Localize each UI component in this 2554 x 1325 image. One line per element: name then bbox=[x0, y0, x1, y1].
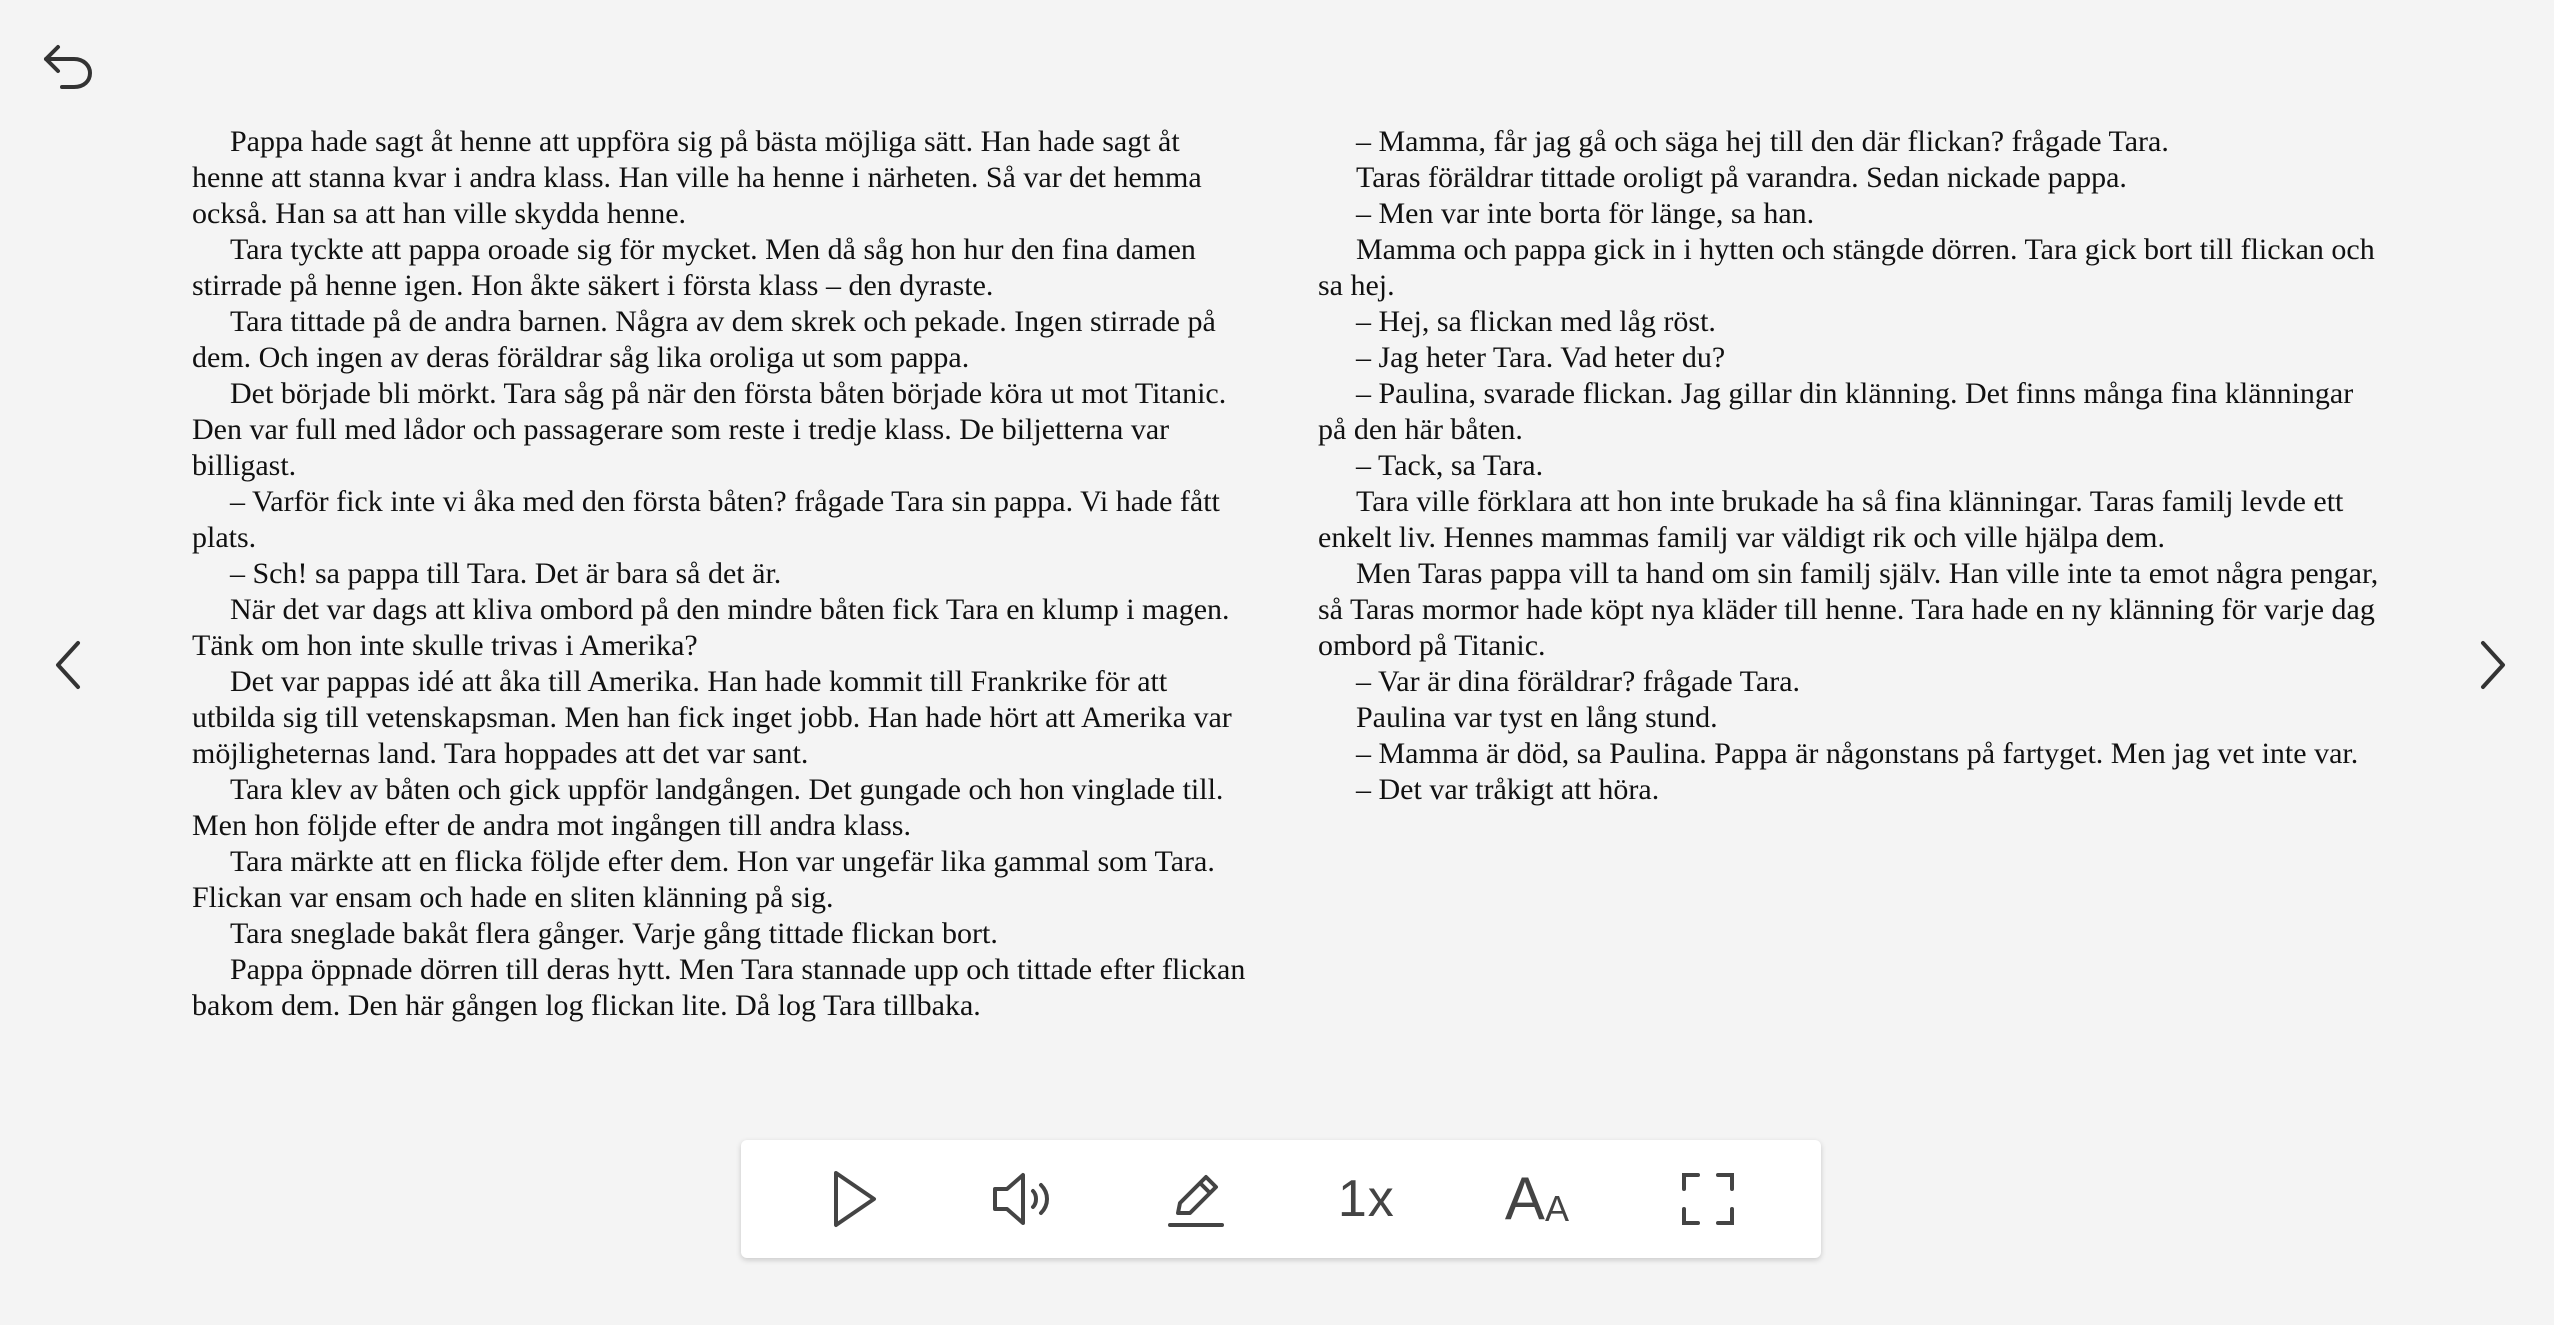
speed-label: 1x bbox=[1337, 1170, 1395, 1228]
paragraph: Tara tyckte att pappa oroade sig för mycket. Men då såg hon hur den fina damen stirrade på henne igen. Hon åkte säkert i första klass – den dyraste. bbox=[192, 233, 1196, 302]
paragraph: Mamma och pappa gick in i hytten och stängde dörren. Tara gick bort till flickan och sa hej. bbox=[1318, 233, 2375, 302]
chevron-right-icon bbox=[2473, 635, 2513, 695]
audio-button[interactable] bbox=[970, 1149, 1080, 1249]
left-page bbox=[192, 124, 1254, 1024]
font-icon-large-a: A bbox=[1504, 1165, 1545, 1232]
back-button[interactable] bbox=[30, 28, 106, 104]
chevron-left-icon bbox=[48, 635, 88, 695]
pencil-icon bbox=[1164, 1167, 1228, 1231]
right-page bbox=[1318, 124, 2380, 808]
font-icon-small-a: A bbox=[1544, 1188, 1569, 1229]
paragraph: Tara sneglade bakåt flera gånger. Varje gång tittade flickan bort. bbox=[230, 917, 998, 950]
paragraph: Men Taras pappa vill ta hand om sin familj själv. Han ville inte ta emot några pengar, så Taras mormor hade köpt nya kläder till henne. Tara hade en ny klänning för varje dag ombord på Titanic. bbox=[1318, 557, 2379, 662]
font-size-icon bbox=[1504, 1165, 1569, 1232]
paragraph: Tara ville förklara att hon inte brukade ha så fina klänningar. Taras familj levde ett enkelt liv. Hennes mammas familj var väldigt rik och ville hjälpa dem. bbox=[1318, 485, 2344, 554]
play-button[interactable] bbox=[799, 1149, 909, 1249]
paragraph: Tara tittade på de andra barnen. Några av dem skrek och pekade. Ingen stirrade på dem. Och ingen av deras föräldrar såg lika oroliga ut som pappa. bbox=[192, 305, 1216, 374]
previous-page-button[interactable] bbox=[30, 620, 106, 710]
paragraph: Taras föräldrar tittade oroligt på varandra. Sedan nickade pappa. bbox=[1356, 161, 2127, 194]
paragraph: – Det var tråkigt att höra. bbox=[1356, 773, 1660, 806]
paragraph: Tara märkte att en flicka följde efter dem. Hon var ungefär lika gammal som Tara. Flickan var ensam och hade en sliten klänning på sig. bbox=[192, 845, 1215, 914]
paragraph: – Varför fick inte vi åka med den första båten? frågade Tara sin pappa. Vi hade fått plats. bbox=[192, 485, 1220, 554]
speaker-icon bbox=[989, 1167, 1061, 1231]
next-page-button[interactable] bbox=[2455, 620, 2531, 710]
speed-button[interactable] bbox=[1311, 1149, 1421, 1249]
paragraph: – Tack, sa Tara. bbox=[1356, 449, 1544, 482]
paragraph: – Hej, sa flickan med låg röst. bbox=[1356, 305, 1716, 338]
play-icon bbox=[826, 1167, 882, 1231]
reader-toolbar bbox=[741, 1140, 1821, 1258]
undo-arrow-icon bbox=[40, 41, 96, 91]
fullscreen-button[interactable] bbox=[1653, 1149, 1763, 1249]
paragraph: Tara klev av båten och gick uppför landgången. Det gungade och hon vinglade till. Men hon följde efter de andra mot ingången till andra klass. bbox=[192, 773, 1224, 842]
paragraph: Paulina var tyst en lång stund. bbox=[1356, 701, 1718, 734]
paragraph: – Paulina, svarade flickan. Jag gillar din klänning. Det finns många fina klänningar på den här båten. bbox=[1318, 377, 2354, 446]
paragraph: – Jag heter Tara. Vad heter du? bbox=[1356, 341, 1726, 374]
paragraph: Pappa öppnade dörren till deras hytt. Men Tara stannade upp och tittade efter flickan bakom dem. Den här gången log flickan lite. Då log Tara tillbaka. bbox=[192, 953, 1246, 1022]
paragraph: Det var pappas idé att åka till Amerika. Han hade kommit till Frankrike för att utbilda sig till vetenskapsman. Men han fick inget jobb. Han hade hört att Amerika var möjligheternas land. Tara hoppades att det var sant. bbox=[192, 665, 1232, 770]
paragraph: – Men var inte borta för länge, sa han. bbox=[1356, 197, 1815, 230]
paragraph: Det började bli mörkt. Tara såg på när den första båten började köra ut mot Titanic. Den var full med lådor och passagerare som reste i tredje klass. De biljetterna var billigast. bbox=[192, 377, 1227, 482]
paragraph: – Mamma är död, sa Paulina. Pappa är någonstans på fartyget. Men jag vet inte var. bbox=[1356, 737, 2359, 770]
paragraph: – Mamma, får jag gå och säga hej till den där flickan? frågade Tara. bbox=[1356, 125, 2169, 158]
paragraph: När det var dags att kliva ombord på den mindre båten fick Tara en klump i magen. Tänk om hon inte skulle trivas i Amerika? bbox=[192, 593, 1230, 662]
paragraph: Pappa hade sagt åt henne att uppföra sig på bästa möjliga sätt. Han hade sagt åt henne att stanna kvar i andra klass. Han ville ha henne i närheten. Så var det hemma också. Han sa att han ville skydda henne. bbox=[192, 125, 1202, 230]
fullscreen-icon bbox=[1678, 1169, 1738, 1229]
paragraph: – Var är dina föräldrar? frågade Tara. bbox=[1356, 665, 1801, 698]
highlight-button[interactable] bbox=[1141, 1149, 1251, 1249]
paragraph: – Sch! sa pappa till Tara. Det är bara så det är. bbox=[230, 557, 782, 590]
font-size-button[interactable] bbox=[1482, 1149, 1592, 1249]
